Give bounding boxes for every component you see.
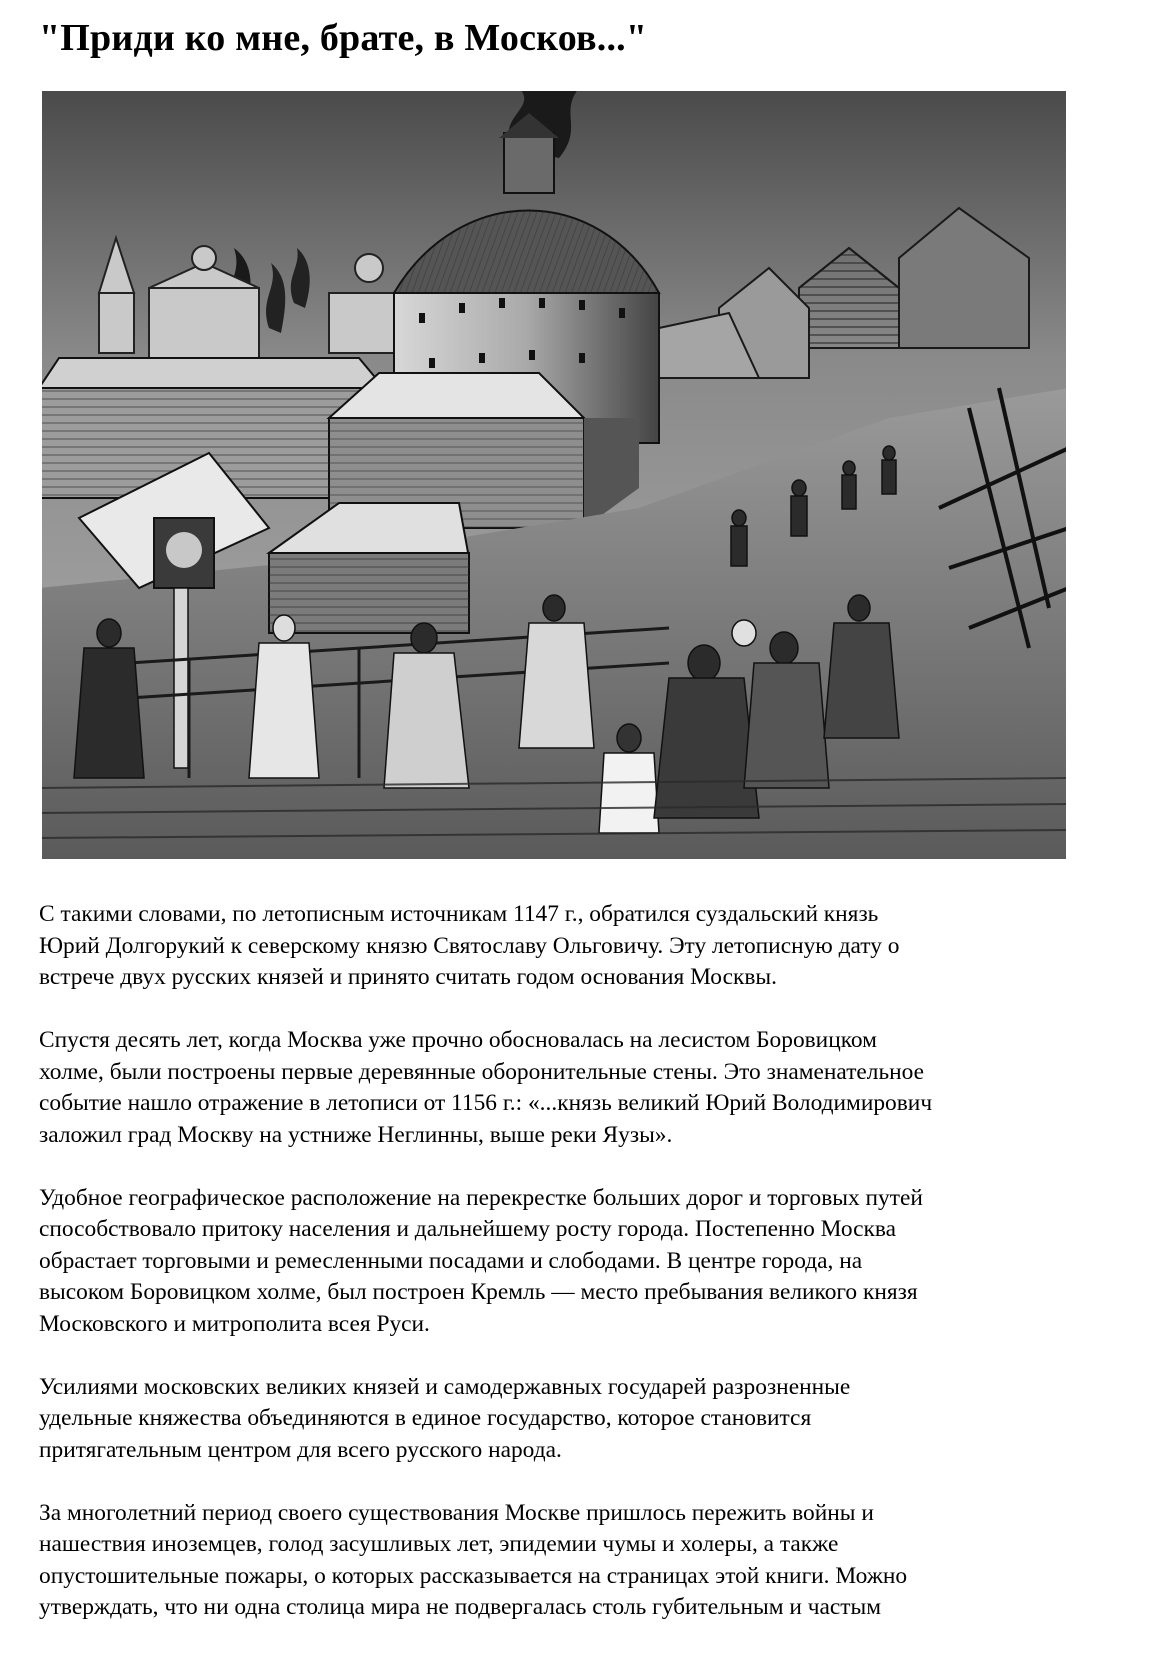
paragraph-line: С такими словами, по летописным источникам 1147 г., обратился суздальский князь (39, 901, 879, 927)
paragraph-line: Удобное географическое расположение на перекрестке больших дорог и торговых путей (39, 1184, 923, 1211)
paragraph-line: встрече двух русских князей и принято считать годом основания Москвы. (39, 964, 777, 990)
paragraph-line: заложил град Москву на устниже Неглинны, выше реки Яузы». (39, 1121, 673, 1148)
paragraph (39, 1025, 1119, 1151)
page-title: "Приди ко мне, брате, в Москов..." (39, 17, 648, 59)
paragraph (39, 1498, 1119, 1624)
paragraph-line: удельные княжества объединяются в единое государство, которое становится (39, 1405, 812, 1431)
paragraph (39, 1183, 1119, 1341)
paragraph-line: опустошительные пожары, о которых рассказывается на страницах этой книги. Можно (39, 1562, 908, 1589)
paragraph-line: Московского и митрополита всея Руси. (39, 1310, 430, 1337)
paragraph-line: Юрий Долгорукий к северскому князю Святославу Ольговичу. Эту летописную дату о (39, 932, 900, 959)
paragraph-line: Усилиями московских великих князей и самодержавных государей разрозненные (39, 1373, 851, 1400)
illustration (39, 88, 1069, 862)
paragraph-line: За многолетний период своего существования Москве пришлось пережить войны и (39, 1499, 874, 1526)
paragraph (39, 1372, 1119, 1467)
paragraph-line: способствовало притоку населения и дальнейшему росту города. Постепенно Москва (39, 1216, 896, 1242)
paragraph-line: событие нашло отражение в летописи от 1156 г.: «...князь великий Юрий Володимирович (39, 1090, 933, 1116)
article-body (39, 899, 1119, 1655)
paragraph-line: высоком Боровицком холме, был построен Кремль — место пребывания великого князя (39, 1279, 918, 1305)
paragraph (39, 899, 1119, 994)
paragraph-line: нашествия иноземцев, голод засушливых лет, эпидемии чумы и холеры, а также (39, 1531, 839, 1557)
paragraph-line: Спустя десять лет, когда Москва уже прочно обосновалась на лесистом Боровицком (39, 1027, 877, 1053)
paragraph-line: притягательным центром для всего русского народа. (39, 1436, 562, 1463)
paragraph-line: утверждать, что ни одна столица мира не подвергалась столь губительным и частым (39, 1594, 881, 1620)
engraving-old-moscow-illustration (39, 88, 1069, 862)
paragraph-line: холме, были построены первые деревянные оборонительные стены. Это знаменательное (39, 1058, 925, 1085)
paragraph-line: обрастает торговыми и ремесленными посадами и слободами. В центре города, на (39, 1247, 863, 1274)
